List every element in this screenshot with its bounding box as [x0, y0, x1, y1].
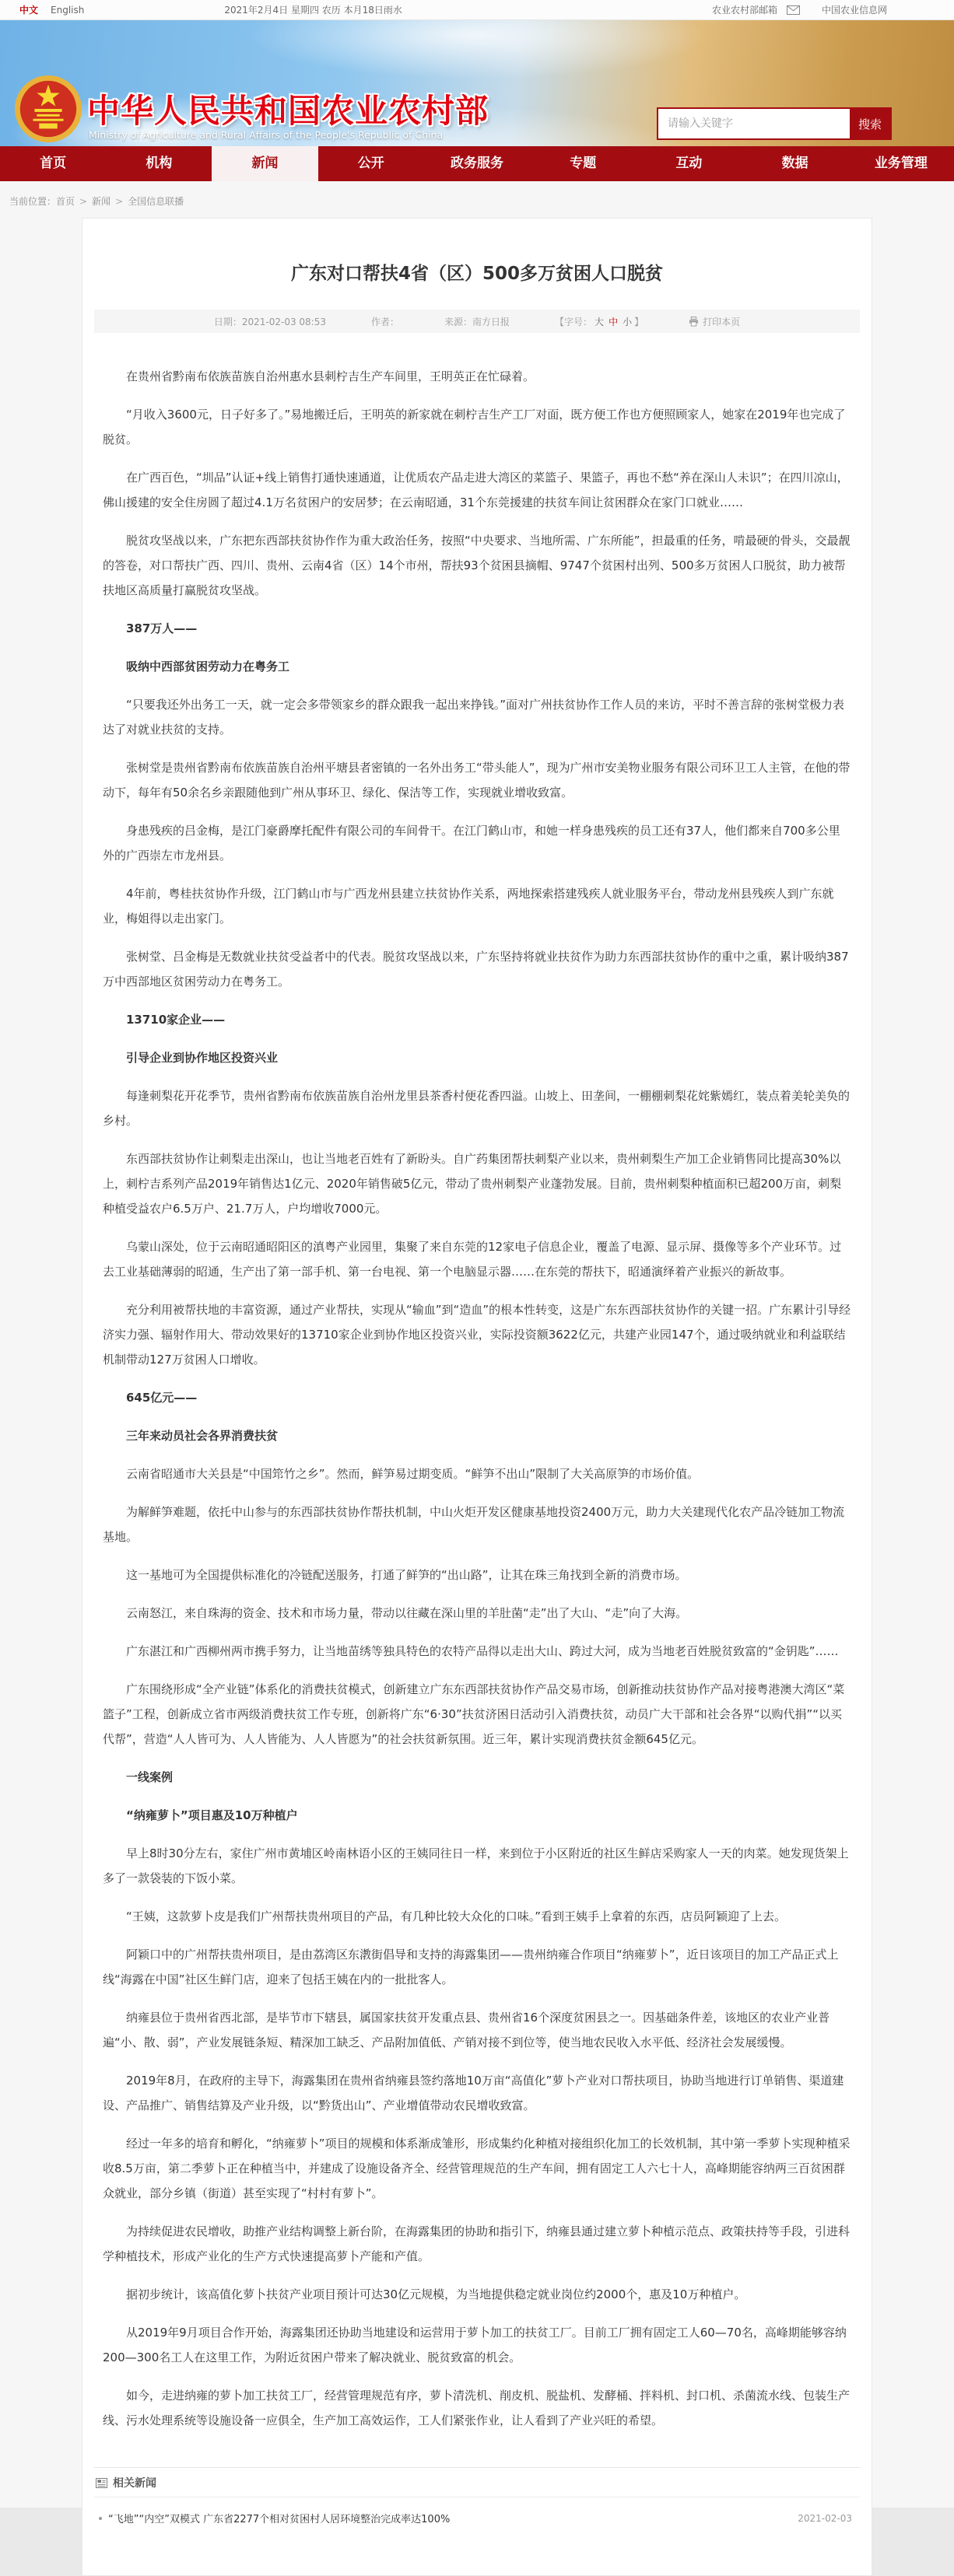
nav-item-互动[interactable]: 互动 — [675, 156, 703, 171]
article-paragraph: 这一基地可为全国提供标准化的冷链配送服务，打通了鲜笋的“出山路”，让其在珠三角找到全新的消费市场。 — [126, 1568, 687, 1582]
font-size-suffix: 】 — [634, 316, 644, 327]
nav-item-首页[interactable]: 首页 — [40, 156, 67, 171]
article-paragraph: 张树堂是贵州省黔南布依族苗族自治州平塘县者密镇的一名外出务工“带头能人”，现为广州市安美物业服务有限公司环卫工人主管，在他的带动下，每年有50余名乡亲跟随他到广州从事环卫、绿化、保洁等工作，实现就业增收致富。 — [103, 761, 851, 800]
breadcrumb-label: 当前位置： — [9, 196, 57, 207]
article-paragraph: 充分利用被帮扶地的丰富资源，通过产业帮扶，实现从“输血”到“造血”的根本性转变，这是广东东西部扶贫协作的关键一招。广东累计引导经济实力强、辐射作用大、带动效果好的13710家企业到协作地区投资兴业，实际投资额3622亿元，共建产业园147个，通过吸纳就业和利益联结机制带动127万贫困人口增收。 — [103, 1303, 851, 1367]
article-title: 广东对口帮扶4省（区）500多万贫困人口脱贫 — [290, 264, 663, 284]
article-paragraph: 东西部扶贫协作让刺梨走出深山，也让当地老百姓有了新盼头。自广药集团帮扶刺梨产业以来，贵州刺梨生产加工企业销售同比提高30%以上，刺柠吉系列产品2019年销售达1亿元、2020年销售破5亿元，带动了贵州刺梨产业蓬勃发展。目前，贵州刺梨种植面积已超200万亩，刺梨种植受益农户6.5万户、21.7万人，户均增收7000元。 — [103, 1152, 842, 1216]
article-paragraph: “王姨，这款萝卜皮是我们广州帮扶贵州项目的产品，有几种比较大众化的口味。”看到王姨手上拿着的东西，店员阿颖迎了上去。 — [126, 1909, 787, 1923]
related-news-date: 2021-02-03 — [798, 2512, 852, 2524]
site-search — [657, 107, 892, 140]
site-title: 中华人民共和国农业农村部 — [87, 92, 489, 130]
article-paragraph: 阿颖口中的广州帮扶贵州项目，是由荔湾区东漖街倡导和支持的海露集团——贵州纳雍合作项目“纳雍萝卜”，近日该项目的加工产品正式上线“海露在中国”社区生鲜门店，迎来了包括王姨在内的一批批客人。 — [103, 1948, 839, 1986]
article-paragraph: 每逢刺梨花开花季节，贵州省黔南布依族苗族自治州龙里县茶香村便花香四溢。山坡上、田垄间，一棚棚刺梨花姹紫嫣红，装点着美轮美奂的乡村。 — [103, 1089, 851, 1128]
article-subhead: 13710家企业—— — [126, 1013, 226, 1027]
nav-item-公开[interactable]: 公开 — [357, 156, 384, 171]
nav-item-业务管理[interactable]: 业务管理 — [874, 156, 928, 171]
nav-item-机构[interactable]: 机构 — [146, 156, 173, 171]
related-news-title: 相关新闻 — [113, 2477, 156, 2490]
article-paragraph: 广东湛江和广西柳州两市携手努力，让当地苗绣等独具特色的农特产品得以走出大山、跨过大河，成为当地老百姓脱贫致富的“金钥匙”…… — [126, 1644, 839, 1658]
article-paragraph: 据初步统计，该高值化萝卜扶贫产业项目预计可达30亿元规模，为当地提供稳定就业岗位约2000个，惠及10万种植户。 — [126, 2287, 746, 2301]
ministry-mailbox-link[interactable]: 农业农村部邮箱 — [711, 5, 777, 16]
breadcrumb-link[interactable]: 全国信息联播 — [128, 196, 184, 207]
envelope-icon[interactable] — [787, 5, 800, 15]
font-size-small-button[interactable]: 小 — [623, 316, 633, 327]
article-subhead: 吸纳中西部贫困劳动力在粤务工 — [126, 660, 290, 674]
breadcrumb — [0, 181, 954, 218]
related-news-link[interactable]: “飞地”“内空”双模式 广东省2277个相对贫困村人居环境整治完成率达100% — [108, 2514, 451, 2525]
bullet-icon — [99, 2517, 102, 2520]
article-paragraph: 在贵州省黔南布依族苗族自治州惠水县刺柠吉生产车间里，王明英正在忙碌着。 — [126, 369, 535, 383]
nav-item-政务服务[interactable]: 政务服务 — [450, 156, 503, 171]
news-list-icon — [96, 2478, 107, 2488]
article-paragraph: 张树堂、吕金梅是无数就业扶贫受益者中的代表。脱贫攻坚战以来，广东坚持将就业扶贫作为助力东西部扶贫协作的重中之重，累计吸纳387万中西部地区贫困劳动力在粤务工。 — [103, 950, 849, 989]
font-size-large-button[interactable]: 大 — [594, 316, 605, 327]
article-paragraph: 广东围绕形成“全产业链”体系化的消费扶贫模式，创新建立广东东西部扶贫协作产品交易市场，创新推动扶贫协作产品对接粤港澳大湾区“菜篮子”工程，创新成立省市两级消费扶贫工作专班，创新将广东“6·30”扶贫济困日活动引入消费扶贫，动员广大干部和社会各界“以购代捐”“以买代帮”，营造“人人皆可为、人人皆能为、人人皆愿为”的社会扶贫新氛围。近三年，累计实现消费扶贫金额645亿元。 — [103, 1682, 845, 1746]
article-card — [82, 218, 872, 2576]
article-paragraph: 纳雍县位于贵州省西北部，是毕节市下辖县，属国家扶贫开发重点县、贵州省16个深度贫困县之一。因基础条件差，该地区的农业产业普遍“小、散、弱”，产业发展链条短、精深加工缺乏、产品附加值低、产销对接不到位等，使当地农民收入水平低、经济社会发展缓慢。 — [103, 2011, 830, 2049]
related-news-header — [94, 2467, 860, 2497]
site-banner — [0, 20, 954, 146]
meta-source: 来源：南方日报 — [444, 316, 510, 327]
breadcrumb-separator: > — [79, 196, 88, 207]
nav-item-新闻[interactable]: 新闻 — [212, 146, 317, 181]
current-date: 2021年2月4日 星期四 农历 本月18日雨水 — [224, 5, 402, 16]
article-meta-bar — [94, 310, 860, 333]
article-subhead: 三年来动员社会各界消费扶贫 — [126, 1429, 279, 1443]
article-paragraph: 从2019年9月项目合作开始，海露集团还协助当地建设和运营用于萝卜加工的扶贫工厂。目前工厂拥有固定工人60—70名，高峰期能够容纳200—300名工人在这里工作，为附近贫困户带来了解决就业、脱贫致富的机会。 — [103, 2326, 847, 2364]
font-size-control — [555, 315, 644, 328]
search-input[interactable] — [658, 109, 850, 138]
related-news-list — [94, 2497, 860, 2529]
article-paragraph: 如今，走进纳雍的萝卜加工扶贫工厂，经营管理规范有序，萝卜清洗机、削皮机、脱盐机、发酵桶、拌料机、封口机、杀菌流水线、包装生产线、污水处理系统等设施设备一应俱全，生产加工高效运作，工人们紧张作业，让人看到了产业兴旺的希望。 — [103, 2389, 851, 2427]
font-size-prefix: 【字号： — [555, 316, 593, 327]
article-subhead: 引导企业到协作地区投资兴业 — [126, 1051, 279, 1065]
article-paragraph: 身患残疾的吕金梅，是江门豪爵摩托配件有限公司的车间骨干。在江门鹤山市，和她一样身患残疾的员工还有37人，他们都来自700多公里外的广西崇左市龙州县。 — [103, 824, 840, 863]
article-paragraph: 云南省昭通市大关县是“中国筇竹之乡”。然而，鲜笋易过期变质。“鲜笋不出山”限制了大关高原笋的市场价值。 — [126, 1467, 700, 1481]
print-button[interactable] — [689, 315, 740, 328]
article-paragraph: “月收入3600元，日子好多了。”易地搬迁后，王明英的新家就在刺柠吉生产工厂对面，既方便工作也方便照顾家人，她家在2019年也完成了脱贫。 — [103, 408, 846, 446]
article-paragraph: 为解鲜笋难题，依托中山参与的东西部扶贫协作帮扶机制，中山火炬开发区健康基地投资2400万元，助力大关建现代化农产品冷链加工物流基地。 — [103, 1505, 845, 1544]
lang-switch-en[interactable]: English — [51, 4, 85, 16]
article-subhead: 一线案例 — [126, 1770, 174, 1784]
article-paragraph: 为持续促进农民增收，助推产业结构调整上新台阶，在海露集团的协助和指引下，纳雍县通过建立萝卜种植示范点、政策扶持等手段，引进科学种植技术，形成产业化的生产方式快速提高萝卜产能和产值。 — [103, 2224, 851, 2263]
meta-author: 作者： — [371, 316, 400, 327]
site-subtitle-english: Ministry of Agriculture and Rural Affairs of the People's Republic of China — [89, 129, 444, 141]
article-paragraph: 经过一年多的培育和孵化，“纳雍萝卜”项目的规模和体系渐成雏形，形成集约化种植对接组织化加工的长效机制，其中第一季萝卜实现种植采收8.5万亩，第二季萝卜正在种植当中，并建成了设施设备齐全、经营管理规范的生产车间，拥有固定工人六七十人，高峰期能容纳两三百贫困群众就业，部分乡镇（街道）甚至实现了“村村有萝卜”。 — [103, 2137, 851, 2200]
article-paragraph: 4年前，粤桂扶贫协作升级，江门鹤山市与广西龙州县建立扶贫协作关系，两地探索搭建残疾人就业服务平台，带动龙州县残疾人到广东就业，梅姐得以走出家门。 — [103, 887, 834, 926]
search-button[interactable]: 搜索 — [850, 109, 890, 138]
print-label: 打印本页 — [703, 316, 741, 327]
article-paragraph: 乌蒙山深处，位于云南昭通昭阳区的滇粤产业园里，集聚了来自东莞的12家电子信息企业，覆盖了电源、显示屏、摄像等多个产业环节。过去工业基础薄弱的昭通，生产出了第一部手机、第一台电视、第一个电脑显示器……在东莞的帮扶下，昭通演绎着产业振兴的新故事。 — [103, 1240, 842, 1279]
article-paragraph: “只要我还外出务工一天，就一定会多带领家乡的群众跟我一起出来挣钱。”面对广州扶贫协作工作人员的来访，平时不善言辞的张树堂极力表达了对就业扶贫的支持。 — [103, 698, 845, 737]
breadcrumb-link[interactable]: 新闻 — [92, 196, 111, 207]
article-subhead: 387万人—— — [126, 621, 198, 635]
agri-info-net-link[interactable]: 中国农业信息网 — [821, 5, 887, 16]
nav-item-专题[interactable]: 专题 — [570, 156, 597, 171]
article-paragraph: 2019年8月，在政府的主导下，海露集团在贵州省纳雍县签约落地10万亩“高值化”萝卜产业对口帮扶项目，协助当地进行订单销售、渠道建设、产品推广、销售结算及产业升级，以“黔货出山”、产业增值带动农民增收致富。 — [103, 2074, 844, 2112]
breadcrumb-separator: > — [115, 196, 124, 207]
article-subhead: 645亿元—— — [126, 1391, 198, 1405]
article-body — [103, 364, 851, 2433]
article-paragraph: 在广西百色，“圳品”认证+线上销售打通快速通道，让优质农产品走进大湾区的菜篮子、果篮子，再也不愁“养在深山人未识”；在四川凉山，佛山援建的安全住房圆了超过4.1万名贫困户的安居梦；在云南昭通，31个东莞援建的扶贫车间让贫困群众在家门口就业…… — [103, 471, 849, 509]
main-nav — [0, 146, 954, 181]
font-size-medium-button[interactable]: 中 — [609, 316, 619, 327]
nav-item-数据[interactable]: 数据 — [781, 156, 808, 171]
article-paragraph: 早上8时30分左右，家住广州市黄埔区岭南林语小区的王姨同往日一样，来到位于小区附近的社区生鲜店采购家人一天的肉菜。她发现货架上多了一款袋装的下饭小菜。 — [103, 1846, 849, 1885]
related-news-section — [94, 2467, 860, 2529]
printer-icon — [689, 317, 699, 327]
lang-switch-zh[interactable]: 中文 — [19, 5, 39, 16]
meta-date: 日期：2021-02-03 08:53 — [213, 316, 326, 327]
top-utility-bar — [0, 0, 954, 20]
national-emblem-logo — [14, 75, 82, 143]
article-paragraph: 脱贫攻坚战以来，广东把东西部扶贫协作作为重大政治任务，按照“中央要求、当地所需、广东所能”，担最重的任务，啃最硬的骨头，交最靓的答卷，对口帮扶广西、四川、贵州、云南4省（区）14个市州，帮扶93个贫困县摘帽、9747个贫困村出列、500多万贫困人口脱贫，助力被帮扶地区高质量打赢脱贫攻坚战。 — [103, 534, 851, 597]
related-news-item — [94, 2508, 860, 2529]
topbar-links — [712, 3, 887, 16]
article-paragraph: 云南怒江，来自珠海的资金、技术和市场力量，带动以往藏在深山里的羊肚菌“走”出了大山、“走”向了大海。 — [126, 1606, 688, 1620]
breadcrumb-link[interactable]: 首页 — [56, 196, 75, 207]
article-subhead: “纳雍萝卜”项目惠及10万种植户 — [126, 1808, 298, 1822]
